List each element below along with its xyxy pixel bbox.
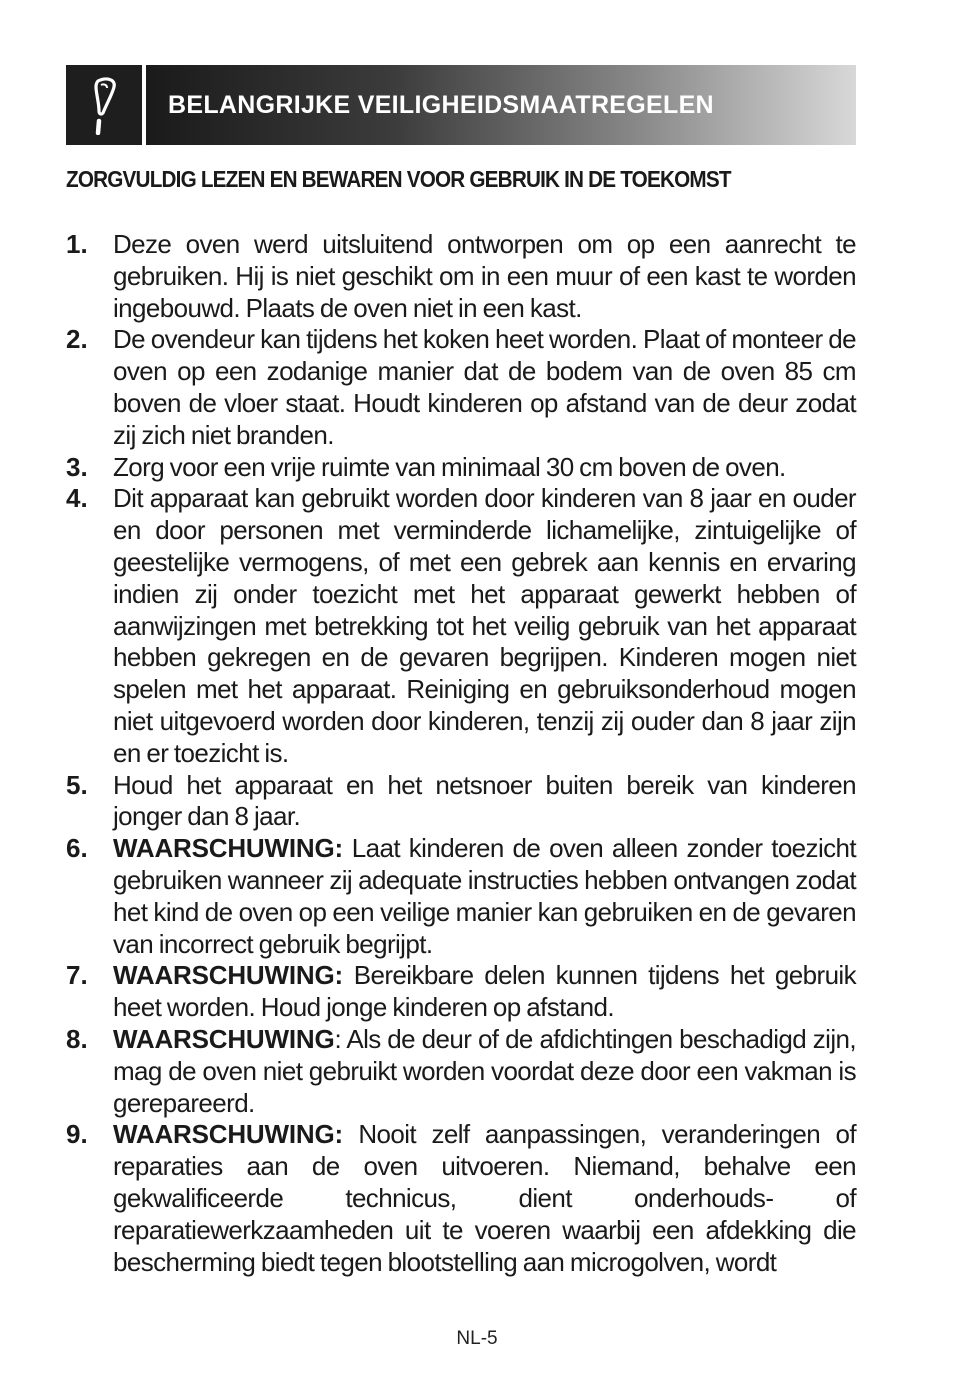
list-item: [66, 1119, 856, 1278]
item-number: 1.: [66, 229, 88, 259]
item-text: Nooit zelf aanpassingen, veranderingen of reparaties aan de oven uitvoeren. Niemand, behalve een gekwalificeerde technicus, dient onderhouds- of reparatiewerkzaamheden uit te voeren waarbij een afdekking die bescherming biedt tegen blootstelling aan microgolven, wordt: [113, 1119, 857, 1277]
item-number: 9.: [66, 1119, 88, 1150]
item-body: [113, 229, 856, 324]
warning-separator: [343, 960, 354, 990]
header-title-box: [146, 65, 856, 145]
warning-separator: [343, 833, 352, 863]
list-item: [66, 960, 856, 1024]
item-number: 7.: [66, 960, 88, 991]
list-item: [66, 229, 856, 324]
item-body: [113, 960, 856, 1024]
warning-label: WAARSCHUWING:: [113, 1119, 343, 1150]
exclamation-icon: [84, 75, 124, 135]
warning-label: WAARSCHUWING:: [113, 960, 343, 991]
page-title: BELANGRIJKE VEILIGHEIDSMAATREGELEN: [168, 90, 714, 119]
item-text: Houd het apparaat en het netsnoer buiten bereik van kinderen jonger dan 8 jaar.: [113, 769, 856, 832]
page-number: NL-5: [456, 1328, 498, 1349]
list-item: [66, 1024, 856, 1119]
section-subtitle: ZORGVULDIG LEZEN EN BEWAREN VOOR GEBRUIK IN DE TOEKOMST: [66, 166, 731, 192]
header-icon-box: [66, 65, 142, 145]
warning-separator: :: [334, 1023, 347, 1054]
list-item: [66, 770, 856, 834]
item-number: 2.: [66, 324, 88, 355]
item-body: [113, 770, 856, 834]
item-body: [113, 483, 856, 769]
item-number: 8.: [66, 1023, 88, 1054]
item-text: Deze oven werd uitsluitend ontworpen om op een aanrecht te gebruiken. Hij is niet geschikt om in een muur of een kast te worden ingebouwd. Plaats de oven niet in een kast.: [113, 229, 856, 323]
list-item: [66, 452, 856, 484]
item-text: Zorg voor een vrije ruimte van minimaal 30 cm boven de oven.: [113, 451, 786, 482]
item-text: Als de deur of de afdichtingen beschadigd zijn, mag de oven niet gebruikt worden voordat deze door een vakman is gerepareerd.: [113, 1023, 856, 1118]
warning-label: WAARSCHUWING: [113, 1023, 335, 1054]
item-text: Laat kinderen de oven alleen zonder toezicht gebruiken wanneer zij adequate instructies hebben ontvangen zodat het kind de oven op een veilige manier kan gebruiken en de gevaren van incorrect gebruik begrijpt.: [113, 833, 857, 959]
item-body: [113, 833, 856, 960]
warning-separator: [343, 1119, 358, 1149]
item-text: De ovendeur kan tijdens het koken heet worden. Plaat of monteer de oven op een zodanige manier dat de bodem van de oven 85 cm boven de vloer staat. Houdt kinderen op afstand van de deur zodat zij zich niet branden.: [113, 324, 856, 450]
item-body: [113, 324, 856, 451]
item-number: 3.: [66, 451, 88, 482]
item-body: [113, 1024, 856, 1119]
item-text: Bereikbare delen kunnen tijdens het gebruik heet worden. Houd jonge kinderen op afstand.: [113, 960, 857, 1023]
item-body: [113, 1119, 856, 1278]
list-item: [66, 833, 856, 960]
item-text: Dit apparaat kan gebruikt worden door kinderen van 8 jaar en ouder en door personen met verminderde lichamelijke, zintuigelijke of geestelijke vermogens, of met een gebrek aan kennis en ervaring indien zij onder toezicht met het apparaat gewerkt hebben of aanwijzingen met betrekking tot het veilig gebruik van het apparaat hebben gekregen en de gevaren begrijpen. Kinderen mogen niet spelen met het apparaat. Reiniging en gebruiksonderhoud mogen niet uitgevoerd worden door kinderen, tenzij zij ouder dan 8 jaar zijn en er toezicht is.: [113, 483, 856, 768]
section-header: [66, 65, 856, 145]
safety-list: [66, 229, 856, 1278]
item-body: [113, 452, 856, 484]
list-item: [66, 483, 856, 769]
item-number: 6.: [66, 833, 88, 864]
item-number: 4.: [66, 483, 88, 514]
list-item: [66, 324, 856, 451]
warning-label: WAARSCHUWING:: [113, 833, 343, 864]
item-number: 5.: [66, 769, 88, 800]
